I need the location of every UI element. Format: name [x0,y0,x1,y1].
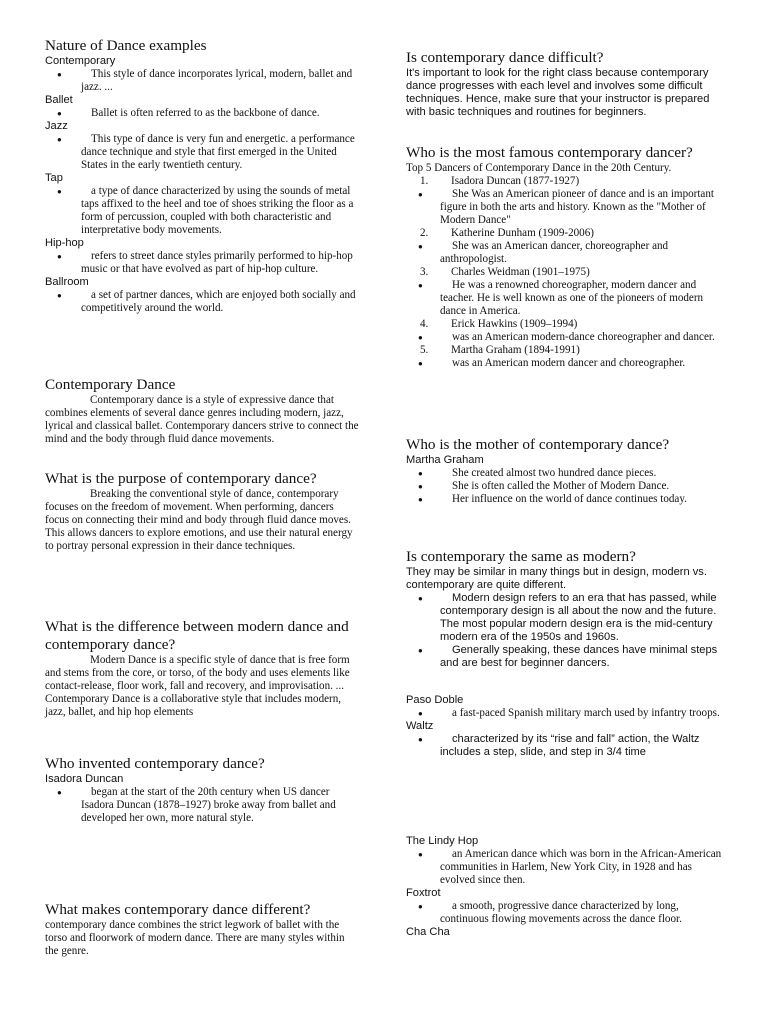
bullet-icon: ● [57,187,62,196]
modern-heading: Is contemporary the same as modern? [406,548,636,565]
dancer-2-name: 2. Katherine Dunham (1909-2006) [420,227,594,239]
bullet-ballet: ● Ballet is often referred to as the backbone of dance. [57,107,320,119]
purpose-section [45,470,360,553]
label-cha-cha: Cha Cha [406,926,450,938]
bullet-icon: ● [418,594,423,603]
dancer-2-desc: ● She was an American dancer, choreographer and anthropologist. [418,240,669,265]
bullet-icon: ● [418,469,423,478]
difficult-section [406,49,726,119]
famous-heading: Who is the most famous contemporary dancer? [406,144,693,161]
bullet-waltz: ● characterized by its “rise and fall” action, the Waltz includes a step, slide, and step in 3/4 time [418,733,700,758]
inventor-heading: Who invented contemporary dance? [45,755,265,772]
bullet-hiphop: ● refers to street dance styles primarily performed to hip-hop music or that have evolved as part of hip-hop culture. [57,250,353,275]
bullet-foxtrot: ● a smooth, progressive dance characterized by long, continuous flowing movements across the dance floor. [418,900,682,925]
purpose-heading: What is the purpose of contemporary dance? [45,470,317,487]
difference-section [45,618,360,719]
inventor-section [45,755,360,825]
bullet-icon: ● [418,190,423,199]
mother-bullet-1: ● She created almost two hundred dance pieces. [418,467,657,479]
mother-label: Martha Graham [406,454,484,466]
label-ballroom: Ballroom [45,276,89,288]
lindy-section [406,835,726,939]
dancer-3-desc: ● He was a renowned choreographer, modern dancer and teacher. He is well known as one of the pioneers of modern dance in America. [418,279,704,317]
bullet-icon: ● [57,109,62,118]
mother-heading: Who is the mother of contemporary dance? [406,436,670,453]
bullet-icon: ● [418,735,423,744]
dancer-1-desc: ● She Was an American pioneer of dance and is an important figure in both the arts and history. Known as the "Mother of Modern Dance" [418,188,714,226]
label-lindy-hop: The Lindy Hop [406,835,479,847]
difference-text: Modern Dance is a specific style of dance that is free form and stems from the core, or torso, of the body and uses elements like contact-release, floor work, fall and recovery, and improvisation. ... Contemporary Dance is a collaborative style that includes modern, jazz, ballet, and hip hop elements [45,654,350,718]
bullet-icon: ● [418,482,423,491]
bullet-tap: ● a type of dance characterized by using the sounds of metal taps affixed to the heel and toe of shoes striking the floor as a form of percussion, coupled with both characteristic and interpretative body movements. [57,185,354,236]
label-jazz: Jazz [45,120,68,132]
label-hiphop: Hip-hop [45,237,84,249]
different-text: contemporary dance combines the strict legwork of ballet with the torso and floorwork of modern dance. There are many styles within the genre. [45,919,345,957]
mother-bullet-2: ● She is often called the Mother of Modern Dance. [418,480,670,492]
different-section [45,901,360,958]
label-ballet: Ballet [45,94,73,106]
bullet-icon: ● [418,495,423,504]
bullet-icon: ● [418,359,423,368]
dancer-4-desc: ● was an American modern-dance choreographer and dancer. [418,331,715,343]
bullet-icon: ● [418,333,423,342]
label-tap: Tap [45,172,63,184]
famous-intro: Top 5 Dancers of Contemporary Dance in the 20th Century. [406,162,672,174]
bullet-icon: ● [57,291,62,300]
difficult-heading: Is contemporary dance difficult? [406,49,604,66]
nature-heading: Nature of Dance examples [45,37,207,54]
bullet-lindy-hop: ● an American dance which was born in the African-American communities in Harlem, New York City, in 1928 and has evolved since then. [418,848,722,886]
bullet-icon: ● [418,850,423,859]
bullet-icon: ● [418,902,423,911]
contemporary-section [45,376,360,446]
bullet-contemporary: ● This style of dance incorporates lyrical, modern, ballet and jazz. ... [57,68,353,93]
dancer-3-name: 3. Charles Weidman (1901–1975) [420,266,590,278]
label-paso-doble: Paso Doble [406,694,464,706]
modern-section [406,548,726,670]
bullet-icon: ● [418,646,423,655]
inventor-bullet: ● began at the start of the 20th century when US dancer Isadora Duncan (1878–1927) broke away from ballet and developed her own, more natural style. [57,786,336,824]
modern-intro: They may be similar in many things but in design, modern vs. contemporary are quite different. [406,566,707,591]
modern-bullet-2: ● Generally speaking, these dances have minimal steps and are best for beginner dancers. [418,644,718,669]
bullet-icon: ● [57,70,62,79]
bullet-icon: ● [57,788,62,797]
purpose-text: Breaking the conventional style of dance, contemporary focuses on the freedom of movement. When performing, dancers focus on connecting their mind and body through fluid dance moves. This allows dancers to explore emotions, and use their natural energy to portray personal expression in their dance techniques. [45,488,353,552]
bullet-ballroom: ● a set of partner dances, which are enjoyed both socially and competitively around the world. [57,289,356,314]
dancer-5-desc: ● was an American modern dancer and choreographer. [418,357,686,369]
dancer-1-name: 1. Isadora Duncan (1877-1927) [420,175,580,187]
different-heading: What makes contemporary dance different? [45,901,311,918]
nature-section [45,37,360,315]
label-waltz: Waltz [406,720,434,732]
label-foxtrot: Foxtrot [406,887,441,899]
mother-bullet-3: ● Her influence on the world of dance continues today. [418,493,687,505]
bullet-icon: ● [57,135,62,144]
bullet-icon: ● [57,252,62,261]
bullet-icon: ● [418,242,423,251]
bullet-icon: ● [418,709,423,718]
bullet-paso-doble: ● a fast-paced Spanish military march used by infantry troops. [418,707,720,719]
dancer-4-name: 4. Erick Hawkins (1909–1994) [420,318,578,330]
difficult-text: It's important to look for the right class because contemporary dance progresses with each level and involves some difficult techniques. Hence, make sure that your instructor is prepared with basic techniques and routines for beginners. [406,67,710,118]
contemporary-heading: Contemporary Dance [45,376,176,393]
label-contemporary: Contemporary [45,55,116,67]
bullet-icon: ● [418,281,423,290]
bullet-jazz: ● This type of dance is very fun and energetic. a performance dance technique and style that first emerged in the United States in the early twentieth century. [57,133,355,171]
mother-section [406,436,726,506]
famous-section [406,144,726,370]
paso-doble-section [406,694,726,759]
inventor-label: Isadora Duncan [45,773,124,785]
modern-bullet-1: ● Modern design refers to an era that has passed, while contemporary design is all about the now and the future. The most popular modern design era is the mid-century modern era of the 1950s and 1960s. [418,592,717,643]
dancer-5-name: 5. Martha Graham (1894-1991) [420,344,580,356]
contemporary-text: Contemporary dance is a style of expressive dance that combines elements of several dance genres including modern, jazz, lyrical and classical ballet. Contemporary dancers strive to connect the mind and the body through fluid dance movements. [45,394,359,445]
difference-heading: What is the difference between modern dance and contemporary dance? [45,618,349,653]
